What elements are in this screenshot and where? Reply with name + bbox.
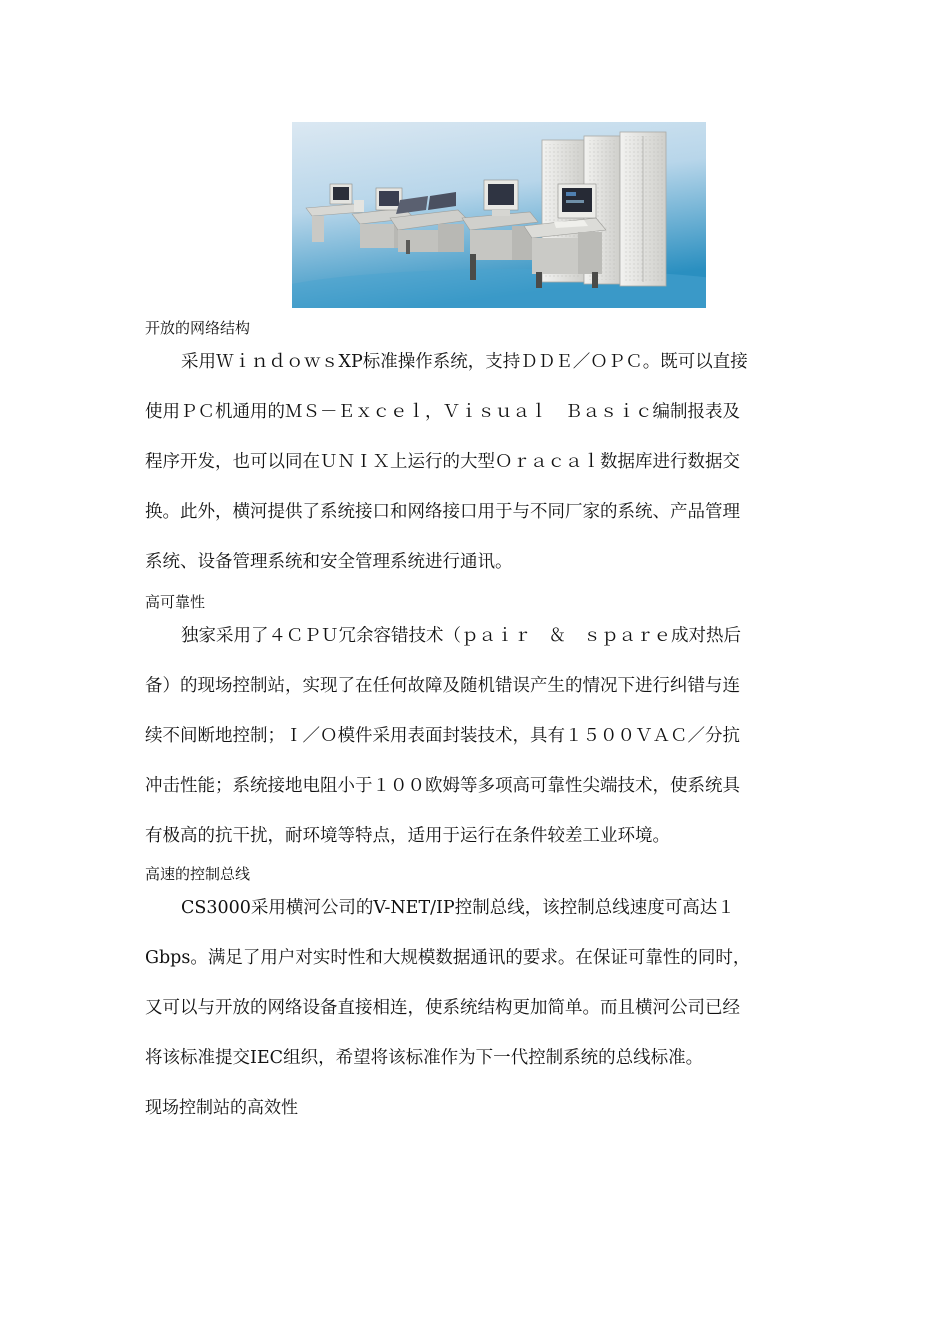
paragraph-line: 使用ＰＣ机通用的ＭＳ－Ｅｘｃｅｌ，Ｖｉｓｕａｌ Ｂａｓｉｃ编制报表及 xyxy=(145,402,740,422)
paragraph-line: 独家采用了４ＣＰＵ冗余容错技术（ｐａｉｒ ＆ ｓｐａｒｅ成对热后 xyxy=(181,626,741,646)
control-system-equipment-photo-icon xyxy=(292,122,706,308)
section-heading-field-station-efficiency: 现场控制站的高效性 xyxy=(145,1098,298,1118)
paragraph-line: 系统、设备管理系统和安全管理系统进行通讯。 xyxy=(145,552,513,572)
section-heading-open-network: 开放的网络结构 xyxy=(145,319,251,337)
paragraph-line: Gbps。满足了用户对实时性和大规模数据通讯的要求。在保证可靠性的同时， xyxy=(145,948,751,968)
paragraph-high-speed-bus xyxy=(145,894,810,1094)
section-heading-high-reliability: 高可靠性 xyxy=(145,593,206,611)
paragraph-line: 采用ＷｉｎｄｏｗｓXP标准操作系统，支持ＤＤＥ／ＯＰＣ。既可以直接 xyxy=(181,352,748,372)
paragraph-line: 续不间断地控制；Ｉ／Ｏ模件采用表面封装技术，具有１５００ＶＡＣ／分抗 xyxy=(145,726,740,746)
paragraph-high-reliability xyxy=(145,622,810,872)
paragraph-line: CS3000采用横河公司的V-NET/IP控制总线，该控制总线速度可高达１ xyxy=(181,898,735,918)
paragraph-line: 将该标准提交IEC组织，希望将该标准作为下一代控制系统的总线标准。 xyxy=(145,1048,704,1068)
paragraph-open-network xyxy=(145,348,810,598)
section-heading-high-speed-bus: 高速的控制总线 xyxy=(145,865,251,883)
equipment-photo xyxy=(292,122,706,308)
paragraph-line: 换。此外，横河提供了系统接口和网络接口用于与不同厂家的系统、产品管理 xyxy=(145,502,740,522)
paragraph-line: 冲击性能；系统接地电阻小于１００欧姆等多项高可靠性尖端技术，使系统具 xyxy=(145,776,740,796)
paragraph-line: 程序开发，也可以同在ＵＮＩＸ上运行的大型Ｏｒａｃａｌ数据库进行数据交 xyxy=(145,452,740,472)
paragraph-line: 有极高的抗干扰，耐环境等特点，适用于运行在条件较差工业环境。 xyxy=(145,826,670,846)
paragraph-line: 又可以与开放的网络设备直接相连，使系统结构更加简单。而且横河公司已经 xyxy=(145,998,740,1018)
paragraph-line: 备）的现场控制站，实现了在任何故障及随机错误产生的情况下进行纠错与连 xyxy=(145,676,740,696)
